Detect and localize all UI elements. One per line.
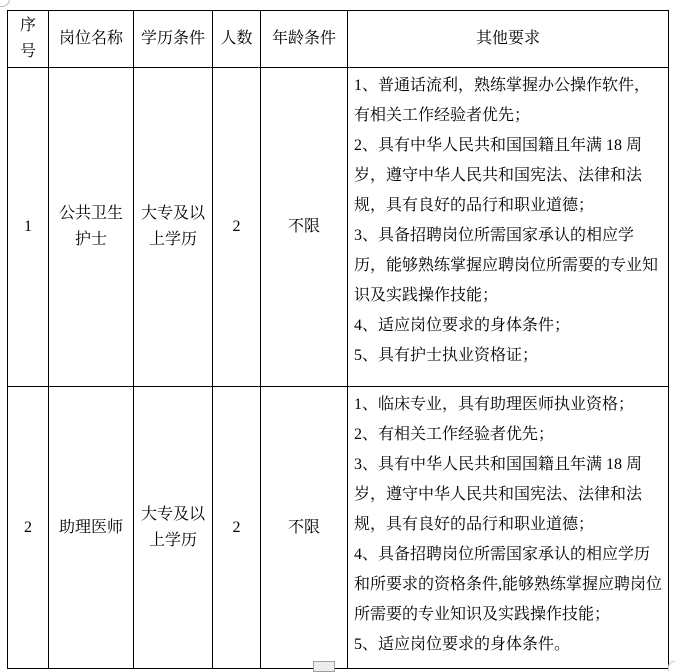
requirement-item: 1、普通话流利，熟练掌握办公操作软件，有相关工作经验者优先； [354,77,651,124]
cell-seq: 1 [8,68,49,387]
cell-position: 公共卫生护士 [49,68,134,387]
requirement-item: 3、具有中华人民共和国国籍且年满 18 周岁，遵守中华人民共和国宪法、法律和法规，具有良好的品行和职业道德； [354,456,643,533]
cell-education: 大专及以上学历 [134,387,213,669]
requirement-item: 2、有相关工作经验者优先； [354,426,555,443]
cell-requirements [348,387,669,669]
header-education: 学历条件 [134,11,213,68]
cell-education: 大专及以上学历 [134,68,213,387]
header-row [8,11,669,68]
recruitment-positions-table [7,10,669,669]
top-left-corner-artifact [0,0,10,7]
header-position: 岗位名称 [49,11,134,68]
requirement-item: 4、具备招聘岗位所需国家承认的相应学历和所要求的资格条件,能够熟练掌握应聘岗位所需要的专业知识及实践操作技能； [354,546,663,623]
table-row [8,68,669,387]
cell-position: 助理医师 [49,387,134,669]
table-row [8,387,669,669]
cell-count: 2 [213,387,261,669]
cell-seq: 2 [8,387,49,669]
requirement-item: 5、适应岗位要求的身体条件。 [354,636,571,653]
requirement-item: 5、具有护士执业资格证； [354,347,539,364]
header-count: 人数 [213,11,261,68]
cell-age: 不限 [261,68,348,387]
requirement-item: 2、具有中华人民共和国国籍且年满 18 周岁，遵守中华人民共和国宪法、法律和法规，具有良好的品行和职业道德； [354,137,643,214]
cell-count: 2 [213,68,261,387]
requirement-item: 1、临床专业，具有助理医师执业资格； [354,396,635,413]
bottom-right-corner-artifact [668,661,675,671]
requirement-item: 3、具备招聘岗位所需国家承认的相应学历，能够熟练掌握应聘岗位所需要的专业知识及实践操作技能； [354,227,659,304]
header-age: 年龄条件 [261,11,348,68]
header-seq: 序号 [8,11,49,68]
requirement-item: 4、适应岗位要求的身体条件； [354,317,571,334]
cell-requirements [348,68,669,387]
header-requirements: 其他要求 [348,11,669,68]
cell-age: 不限 [261,387,348,669]
